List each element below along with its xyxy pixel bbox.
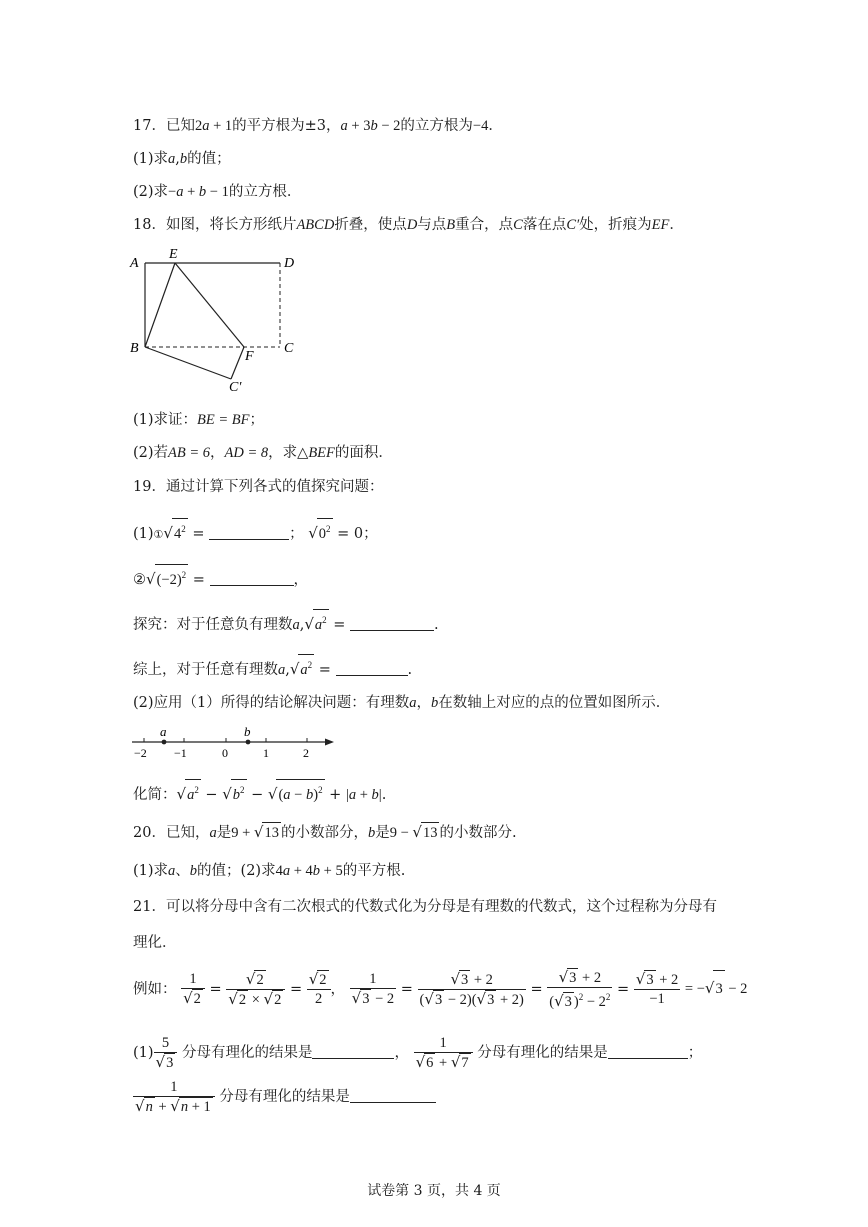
q20-stem: 20．已知，a是9 + √13 的小数部分，b是9 − √13 的小数部分.: [133, 823, 517, 841]
q21-part1: (1) $\frac{5}{√3}$ 分母有理化的结果是 ， $\frac{1}{√6 + √7}$ 分母有理化的结果是 ；: [133, 1035, 703, 1071]
tick-label: 0: [222, 746, 228, 760]
tick-label: 2: [303, 746, 309, 760]
point-a: a: [160, 724, 167, 739]
answer-blank[interactable]: [209, 525, 289, 540]
q19-part1-line2: $②√(-2)^2$ = ，: [133, 564, 308, 590]
answer-blank[interactable]: [608, 1044, 688, 1059]
q18-stem: 18．如图，将长方形纸片ABCD折叠，使点D与点B重合，点C落在点C′处，折痕为EF．: [133, 217, 684, 233]
q19-explore: 探究：对于任意负有理数$a,√a^2$ = .: [133, 609, 439, 635]
q19-simplify: 化简：$√a^2 - √b^2 - √(a - b)^2 + |a + b|$.: [133, 779, 386, 805]
number-line: [128, 724, 338, 760]
q17-stem: 17．已知2a + 1的平方根为±3，a + 3b − 2的立方根为−4．: [133, 118, 503, 134]
q19-stem: 19．通过计算下列各式的值探究问题：: [133, 479, 384, 495]
point-b: b: [244, 724, 251, 739]
q21-part1-line2: $\frac{1}{√n + √n + 1}$ 分母有理化的结果是: [133, 1078, 436, 1116]
tick-label: 1: [263, 746, 269, 760]
label-C: C: [284, 341, 294, 356]
answer-blank[interactable]: [350, 1088, 436, 1103]
page-footer: 试卷第 3 页，共 4 页: [367, 1183, 501, 1199]
label-D: D: [284, 256, 295, 271]
answer-blank[interactable]: [210, 571, 294, 586]
q18-part2: (2)若AB = 6，AD = 8，求△BEF的面积．: [133, 445, 393, 461]
tick-label: −1: [174, 746, 187, 760]
q17-part2: (2)求−a + b − 1的立方根．: [133, 184, 302, 200]
q18-figure: [125, 243, 310, 393]
q19-part2: (2)应用（1）所得的结论解决问题：有理数a，b在数轴上对应的点的位置如图所示．: [133, 695, 671, 711]
answer-blank[interactable]: [312, 1044, 394, 1059]
q17-part1: (1)求a,b的值；: [133, 151, 231, 167]
q18-part1: (1)求证：BE = BF；: [133, 412, 265, 428]
answer-blank[interactable]: [336, 661, 408, 676]
label-B: B: [130, 341, 139, 356]
q21-example: 例如： $\frac{1}{√2}$ = $\frac{√2}{√2 \times √2}$ = $\frac{√2}{2}$ ， $\frac{1}{√3 - 2}$ = $\frac{√3 + 2}{(√3 - 2)(√3 + 2)}$ = $\frac{√3 + 2}{(√3 )^2 - 2^2}$ = $\frac{√3 + 2}{-1}$ = −√3 − 2: [133, 968, 748, 1010]
q21-line2: 理化．: [133, 935, 177, 951]
label-A: A: [130, 256, 139, 271]
answer-blank[interactable]: [350, 616, 434, 631]
tick-label: −2: [134, 746, 147, 760]
q19-part1-line1: $(1)①√4^2$ = ； $√0^2 = 0$；: [133, 518, 378, 544]
q20-parts: (1)求a、b的值；(2)求4a + 4b + 5的平方根.: [133, 863, 406, 879]
label-E: E: [169, 247, 178, 262]
label-C-prime: C′: [229, 380, 242, 393]
label-F: F: [245, 349, 254, 364]
q19-summary: 综上，对于任意有理数$a,√a^2$ = .: [133, 654, 412, 680]
q21-line1: 21．可以将分母中含有二次根式的代数式化为分母是有理数的代数式，这个过程称为分母有: [133, 899, 717, 915]
